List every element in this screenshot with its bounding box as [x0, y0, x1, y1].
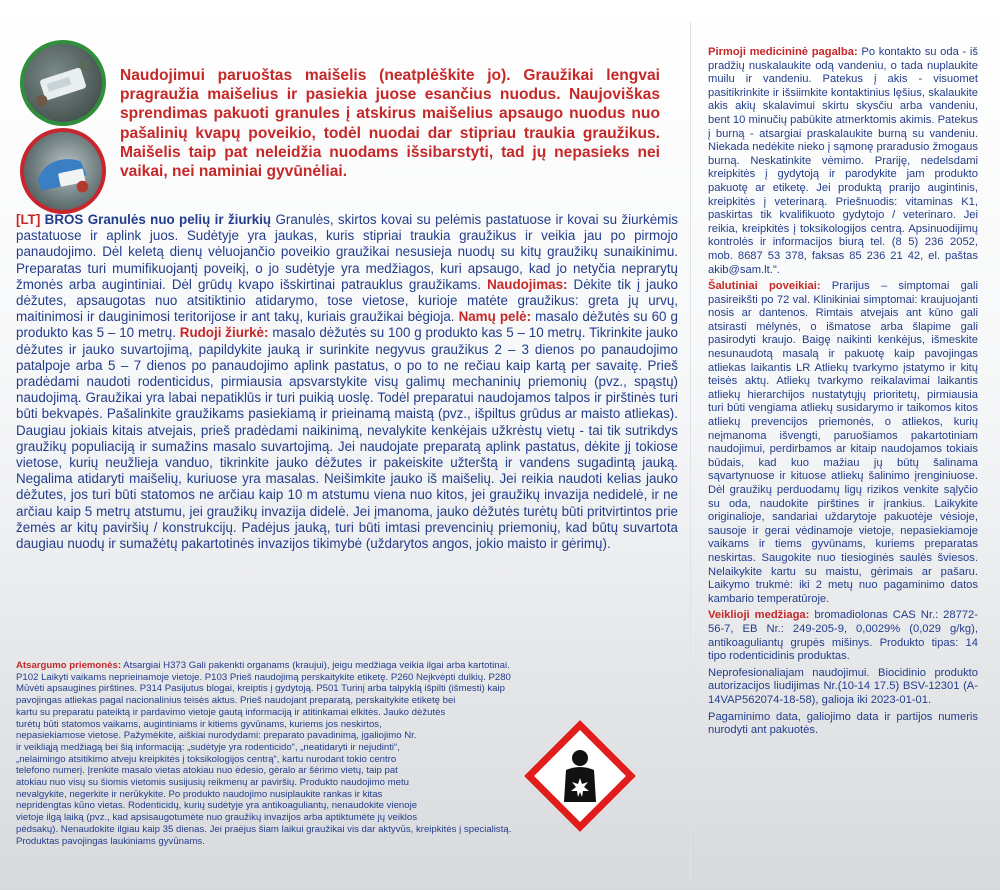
language-tag: [LT]	[16, 212, 41, 227]
precaution-line: Atsargiai H373 Gali pakenkti organams (kraujui), jeigu medžiaga veikia ilgai arba kartotinai.	[123, 660, 510, 671]
right-column	[708, 46, 978, 741]
active-substance-text: bromadiolonas CAS Nr.: 28772-56-7, EB Nr.: 249-205-9, 0,0029% (0,029 g/kg), antikoaguliantų grupės mišinys. Produkto tipas: 14 tipo rodenticidinis produktas.	[708, 609, 978, 663]
side-effects-text: Prarijus – simptomai gali pasireikšti po 72 val. Klinikiniai simptomai: kraujuojanti nosis ar dantenos. Rimtais atvejais ant kūno gali atsirasti mėlynės, o išmatose arba šlapime gali pasirodyti kraujo. Baigę naikinti kenkėjus, išmeskite nesunaudotą masalą ir pakuotę kaip pavojingas atliekas laikantis LR Atliekų tvarkymo įstatymo ir kitų teisės aktų. Atliekų tvarkymo reikalavimai laikantis atliekų hierarchijos nustatytųjų prioritetų, pirmiausia turi būti vengiama atliekų susidarymo ir taikomos kitos atliekų prevencijos priemonės, o atliekos, kurių neįmanoma išvengti, paruošiamos pakartotiniam naudojimui, perdirbamos ar kitaip naudojamos tokiais būdais, kad kuo mažiau jų būtų šalinama sąvartynuose ir kituose atliekų šalinimo įrenginiuose. Dėl graužikų perduodamų ligų rizikos venkite sąlyčio su oda, naudokite pirštines ir įrankius. Laikykite originalioje, sandariai uždarytoje pakuotėje vėsioje, sausoje ir gerai vėdinamoje vietoje, nepasiekiamoje vaikams ir tiems gyvūnams, kuriems preparatas neskirtas. Saugokite nuo tiesioginės saulės šviesos. Nelaikykite kartu su maistu, gėrimais ar pašaru. Laikymo trukmė: iki 2 metų nuo pagaminimo datos kambario temperatūroje.	[708, 280, 978, 605]
precaution-line: P102 Laikyti vaikams neprieinamoje vietoje. P103 Prieš naudojimą perskaitykite etiketę. P260 Neįkvėpti dulkių. P280	[16, 671, 511, 683]
precaution-line: Mūvėti apsaugines pirštines. P314 Pasijutus blogai, kreiptis į gydytoją. P501 Turinį arba talpyklą išpilti (išmesti) kaip	[16, 683, 505, 695]
precaution-line: ir veikliąją medžiagą bei šią informaciją: „sudėtyje yra rodenticido“, „neatidaryti ir nejudinti“,	[16, 741, 400, 753]
first-aid-section	[708, 46, 978, 277]
precaution-line: „nelaimingo atsitikimo atveju kreipkitės į toksikologijos centrą“, kartu nurodant tokio centro	[16, 753, 397, 765]
precaution-line: kartu su preparatu pateiktą ir pardavimo vietoje gautą informaciją ir atitinkamai elkitės. Jauko dėžutės	[16, 706, 446, 718]
precaution-line: pavojingas atliekas pagal nacionalinius teisės aktus. Prieš naudojant preparatą, perskaitykite etiketę bei	[16, 695, 456, 707]
authorization-text: Neprofesionaliajam naudojimui. Biocidinio produkto autorizacijos liudijimas Nr.(10-14 17.5) BSV-12301 (A-14VAP562074-18-58), galioja iki 2023-01-01.	[708, 666, 978, 706]
product-description	[16, 212, 678, 552]
side-effects-section	[708, 280, 978, 606]
precaution-line: Produktas pavojingas laukiniams gyvūnams.	[16, 835, 205, 847]
rat-heading: Rudoji žiurkė:	[179, 325, 269, 341]
side-effects-heading: Šalutiniai poveikiai:	[708, 280, 821, 293]
precautions-heading: Atsargumo priemonės:	[16, 660, 122, 671]
sachet-photo-icon	[20, 40, 106, 126]
product-title: BROS Granulės nuo pelių ir žiurkių	[44, 212, 272, 227]
manufacture-date-text: Pagaminimo data, galiojimo data ir partijos numeris nurodyti ant pakuotės.	[708, 710, 978, 737]
first-aid-text: Po kontakto su oda - iš pradžių nuskalaukite odą vandeniu, o tada nuplaukite muilu ir vandeniu. Patekus į akis - visuomet pasitikrinkite ir išsiimkite kontaktinius lęšius, skalaukite akis akių skalavimui skirtu skysčiu arba vandeniu, bent 10 minučių pabūkite atmerktomis akimis. Patekus į burną - atsargiai praskalaukite burną su vandeniu. Niekada nedėkite nieko į sąmonę praradusio žmogaus burną. Neskatinkite vėmimo. Prariję, nedelsdami kreipkitės į gydytoją ir parodykite jam produkto pakuotę ar etiketę. Jei produktą prarijo augintinis, kreipkitės į veterinarą. Priešnuodis: vitaminas K1, paskirtas tik kvalifikuoto gydytojo / veterinaro. Jei reikia, kreipkitės į toksikologijos centrą. Apsinuodijimų kontrolės ir informacijos biurą tel. (8 5) 236 2052, mob. 8687 53 378, faksas 85 236 21 42, el. paštas akib@sam.lt.".	[708, 46, 978, 276]
first-aid-heading: Pirmoji medicininė pagalba:	[708, 46, 858, 58]
precaution-line: nepasiekiamose vietose. Pažymėkite, aiškiai nurodydami: preparato pavadinimą, įgaliojimo Nr.	[16, 730, 417, 742]
precaution-line: nepridengtas kūno vietas. Rodenticidų, kurių sudėtyje yra antikoaguliantų, nenaudokite vienoje	[16, 800, 418, 812]
precaution-line: atokiau nuo visų su šiomis vietomis susijusių reikmenų ar paviršių. Produkto naudojimo metu	[16, 777, 409, 789]
ghs-health-hazard-icon	[524, 720, 636, 832]
mouse-text: masalo dėžutės su 60 g produkto kas 5 – 10 metrų.	[16, 309, 678, 341]
precaution-line: nevalgykite, negerkite ir nerūkykite. Po produkto naudojimo nusiplaukite rankas ir kitas	[16, 788, 383, 800]
active-substance-section	[708, 609, 978, 663]
rat-text: masalo dėžutės su 100 g produkto kas 5 – 10 metrų. Tikrinkite jauko dėžutes ir jauko suvartojimą, papildykite jauką ir surinkite negyvus graužikus 2 – 3 dienos po panaudojimo patalpoje arba 5 – 7 dienos po panaudojimo aplink pastatus, o po to ne rečiau kaip kartą per savaitę. Prieš pradėdami naudoti rodenticidus, pirmiausia apsvarstykite visų galimų mechaninių priemonių (pvz., spąstų) naudojimą. Graužikai yra labai nepatiklūs ir turi puikią uoslę. Todėl preparatui naudojamos talpos ir pirštinės turi būti bekvapės. Pašalinkite graužikams pasiekiamą ir prieinamą maistą (pvz., išpiltus grūdus ar maisto atliekas). Daugiau jokiais kitais atvejais, prieš pradėdami naikinimą, nevalykite kenkėjais užkrėstų vietų - tai tik sutrikdys graužikų populiaciją ir sumažins masalo suvartojimą. Jei naudojate preparatą aplink pastatus, dėkite jį tokiose vietose, kurių neužlieja vanduo, tikrinkite jauko dėžutes ir pakeiskite užterštą ir vandens sugadintą jauką. Negalima atidaryti maišelių, kuriuose yra masalas. Neišimkite jauko iš maišelių. Jei reikia naudoti kelias jauko dėžutes, jos turi būti statomos ne arčiau kaip 10 m atstumu viena nuo kitos, jei graužikų invazija nedidelė, ir ne arčiau kaip 5 metrų atstumu, jei graužikų invazija didelė. Jei įmanoma, jauko dėžutės turėtų būti pritvirtintos prie žemės ar kitų paviršių / konstrukcijų. Padėjus jauką, turi būti imtasi prevencinių priemonių, kad būtų suvartota daugiau nuodų ir sumažėtų pakartotinės invazijos tikimybė (uždarytos angos, jokio maisto ir gėrimų).	[16, 325, 679, 552]
precaution-line: vietoje ilgą laiką (pvz., kad apsisaugotumėte nuo graužikų invazijos arba aptiktumėte jų veiklos	[16, 812, 418, 824]
intro-text: Granulės, skirtos kovai su pelėmis pastatuose ir kovai su žiurkėmis pastatuose ir aplink juos. Sudėtyje yra jaukas, kuris stipriai traukia graužikus ir veikia jau po pirmojo panaudojimo. Dėl keletą dienų vėluojančio poveikio graužikai nesusieja nuodų su kitų graužikų sunaikinimu. Preparatas turi mumifikuojantį poveikį, o jo sudėtyje yra medžiagos, kuri apsaugo, kad jo netyčia neprarytų žmonės arba augintiniai. Dėl grūdų kvapo išskirtinai patrauklus graužikams.	[16, 212, 678, 292]
usage-text: Dėkite tik į jauko dėžutes, apsaugotas nuo atsitiktinio atidarymo, tose vietose, kurioje matėte graužikus: greta jų urvų, maitinimosi ir dauginimosi teritorijose ir ant takų, kuriais graužikai bėgioja.	[16, 276, 678, 325]
usage-heading: Naudojimas:	[487, 276, 568, 292]
gloved-hand-icon	[20, 128, 106, 214]
precaution-line: telefono numerį. Įrenkite masalo vietas atokiau nuo ėdesio, gėralo ar šėrimo vietų, taip pat	[16, 765, 398, 777]
active-substance-heading: Veiklioji medžiaga:	[708, 609, 810, 622]
warning-text: Naudojimui paruoštas maišelis (neatplėškite jo). Graužikai lengvai pragraužia maišelius ir pasiekia juose esančius nuodus. Naujoviškas sprendimas pakuoti granules į atskirus maišelius apsaugo nuodus nuo pašalinių kvapų poveikio, todėl nuodai dar stipriau traukia graužikus. Maišelis taip pat neleidžia nuodams išsibarstyti, tad jų nepasieks nei vaikai, nei naminiai gyvūnėliai.	[120, 67, 660, 181]
mouse-heading: Namų pelė:	[458, 309, 532, 325]
precaution-line: turėtų būti statomos vaikams, augintiniams ir kitiems gyvūnams, kuriems jos neskirtos,	[16, 718, 382, 730]
column-divider	[690, 22, 691, 880]
precaution-line: pėdsakų). Nenaudokite ilgiau kaip 35 dienas. Jei praėjus šiam laikui graužikai vis dar aktyvūs, kreipkitės į specialistą.	[16, 823, 512, 835]
